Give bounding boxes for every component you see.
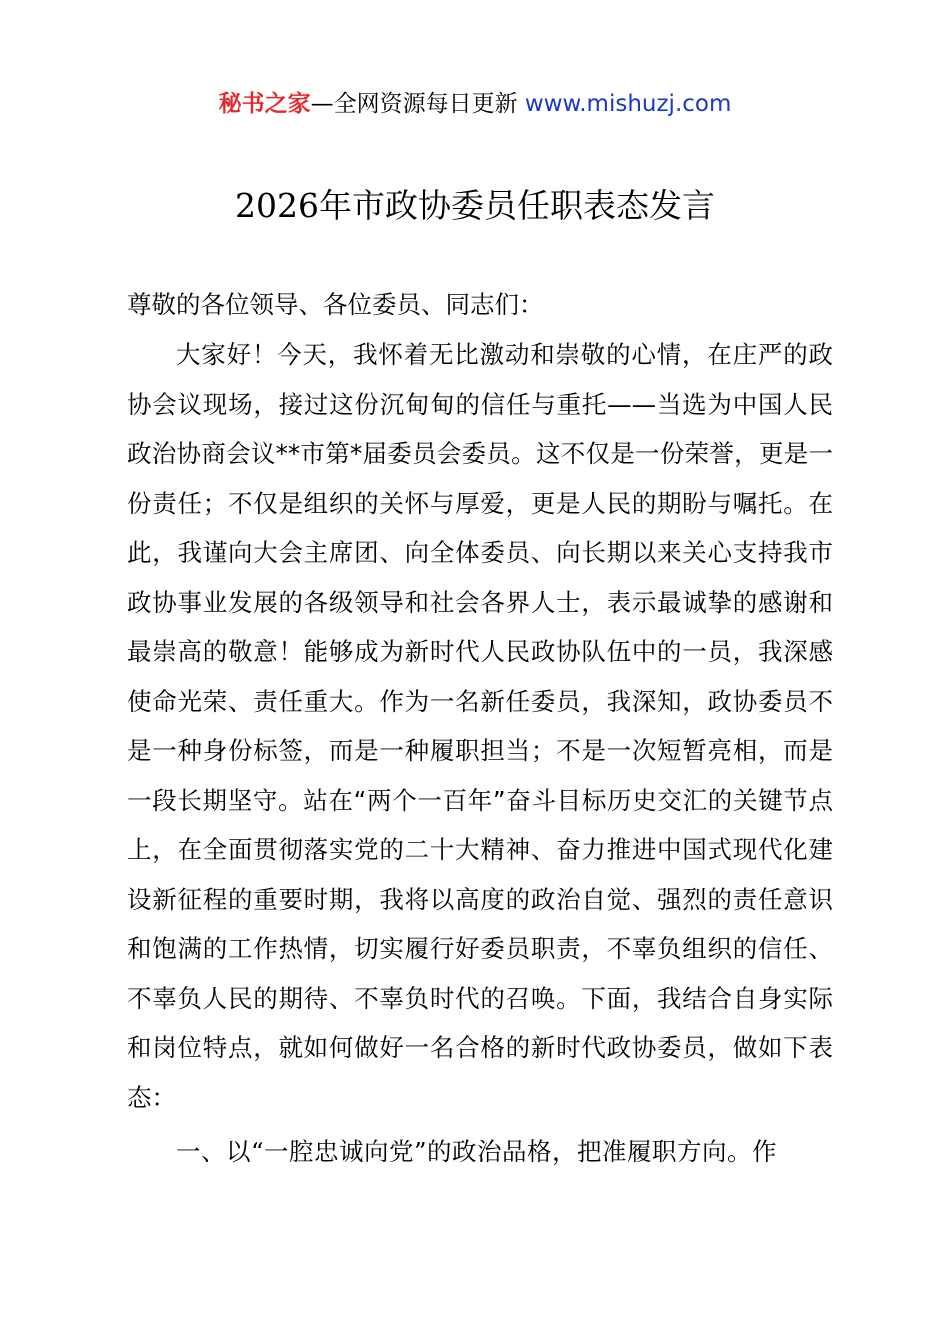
document-title: 2026年市政协委员任职表态发言 [235,186,715,225]
site-header [0,86,950,122]
header-tagline: —全网资源每日更新 [310,91,525,117]
body-paragraph: 大家好！今天，我怀着无比激动和崇敬的心情，在庄严的政协会议现场，接过这份沉甸甸的信任与重托——当选为中国人民政治协商会议**市第*届委员会委员。这不仅是一份荣誉，更是一份责任；不仅是组织的关怀与厚爱，更是人民的期盼与嘱托。在此，我谨向大会主席团、向全体委员、向长期以来关心支持我市政协事业发展的各级领导和社会各界人士，表示最诚挚的感谢和最崇高的敬意！能够成为新时代人民政协队伍中的一员，我深感使命光荣、责任重大。作为一名新任委员，我深知，政协委员不是一种身份标签，而是一种履职担当；不是一次短暂亮相，而是一段长期坚守。站在“两个一百年”奋斗目标历史交汇的关键节点上，在全面贯彻落实党的二十大精神、奋力推进中国式现代化建设新征程的重要时期，我将以高度的政治自觉、强烈的责任意识和饱满的工作热情，切实履行好委员职责，不辜负组织的信任、不辜负人民的期待、不辜负时代的召唤。下面，我结合自身实际和岗位特点，就如何做好一名合格的新时代政协委员，做如下表态： [127,340,833,1112]
salutation: 尊敬的各位领导、各位委员、同志们： [127,290,544,319]
site-url-link[interactable]: www.mishuzj.com [524,91,732,117]
brand-name: 秘书之家 [218,91,311,117]
section-heading-1: 一、以“一腔忠诚向党”的政治品格，把准履职方向。作 [176,1137,778,1166]
